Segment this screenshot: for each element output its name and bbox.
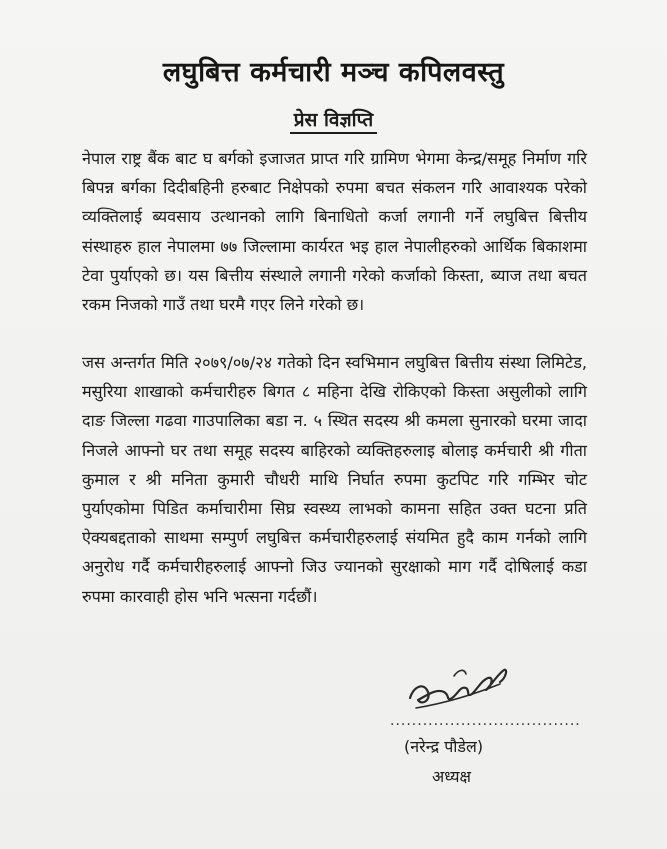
document-subtitle (0, 106, 667, 132)
signer-name: (नरेन्द्र पौडेल) (404, 737, 484, 756)
organization-title: लघुबित्त कर्मचारी मञ्च कपिलवस्तु (162, 57, 505, 88)
signer-role: अध्यक्ष (432, 767, 471, 786)
subtitle-text: प्रेस विज्ञप्ति (290, 109, 378, 134)
signature-line: ................................... (390, 713, 581, 729)
body-paragraph-2: जस अन्तर्गत मिति २०७९/०७/२४ गतेको दिन स्वभिमान लघुबित्त बित्तीय संस्था लिमिटेड, मसुरिया शाखाको कर्मचारीहरु बिगत ८ महिना देखि रोकिएको किस्ता असुलीको लागि दाङ जिल्ला गढवा गाउपालिका बडा न. ५ स्थित सदस्य श्री कमला सुनारको घरमा जादा निजले आफ्नो घर तथा समूह सदस्य बाहिरको व्यक्तिहरुलाइ बोलाइ कर्मचारी श्री गीता कुमाल र श्री मनिता कुमारी चौधरी माथि निर्घात रुपमा कुटपिट गरि गम्भिर चोट पुर्याएकोमा पिडित कर्माचारीमा सिघ्र स्वस्थ्य लाभको कामना सहित उक्त घटना प्रति ऐक्यबद्दताको साथमा सम्पुर्ण लघुबित्त कर्मचारीहरुलाई संयमित हुदै काम गर्नको लागि अनुरोध गर्दै कर्मचारीहरुलाई आफ्नो जिउ ज्यानको सुरक्षाको माग गर्दै दोषिलाई कडा रुपमा कारवाही होस भनि भत्सना गर्दछौं। (82, 353, 587, 606)
body-paragraph-1: नेपाल राष्ट्र बैंक बाट घ बर्गको इजाजत प्राप्त गरि ग्रामिण भेगमा केन्द्र/समूह निर्माण गरि बिपन्न बर्गका दिदीबहिनी हरुबाट निक्षेपको रुपमा बचत संकलन गरि आवाश्यक परेको व्यक्तिलाई ब्यवसाय उत्थानको लागि बिनाधितो कर्जा लगानी गर्ने लघुबित्त बित्तीय संस्थाहरु हाल नेपालमा ७७ जिल्लामा कार्यरत भइ हाल नेपालीहरुको आर्थिक बिकाशमा टेवा पुर्याएको छ। यस बित्तीय संस्थाले लगानी गरेको कर्जाको किस्ता, ब्याज तथा बचत रकम निजको गाउँ तथा घरमै गएर लिने गरेको छ। (82, 149, 587, 315)
